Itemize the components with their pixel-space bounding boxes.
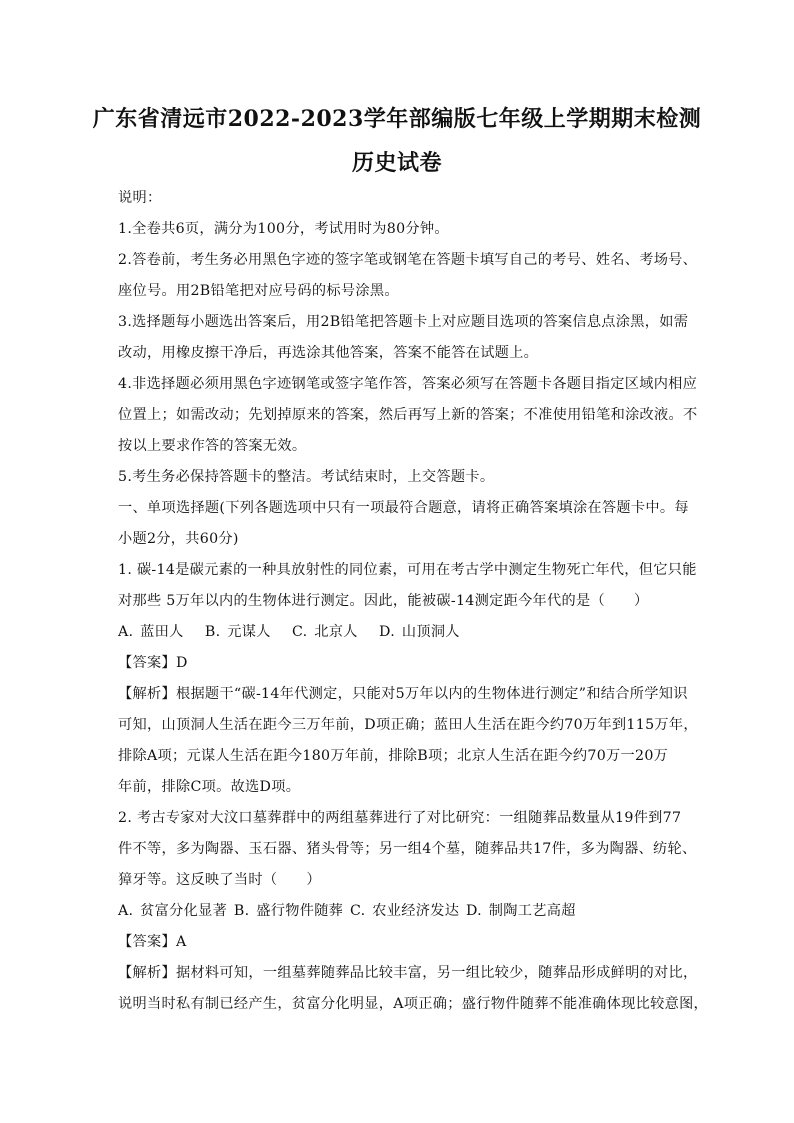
question-1-analysis-line-2: 可知，山顶洞人生活在距今三万年前，D项正确；蓝田人生活在距今约70万年到115万年，: [118, 717, 698, 733]
question-1-stem-line-1: 1. 碳-14是碳元素的一种具放射性的同位素，可用在考古学中测定生物死亡年代，但它只能: [118, 562, 697, 578]
instructions-heading: 说明：: [118, 190, 162, 206]
exam-subtitle: 历史试卷: [351, 150, 442, 176]
question-2-stem-line-3: 獐牙等。这反映了当时（ ）: [118, 872, 321, 888]
question-2-stem-line-2: 件不等，多为陶器、玉石器、猪头骨等；另一组4个墓，随葬品共17件，多为陶器、纺轮、: [118, 841, 697, 857]
question-1-analysis-line-1: 【解析】根据题干“碳-14年代测定，只能对5万年以内的生物体进行测定”和结合所学知识: [118, 686, 688, 702]
exam-title: 广东省清远市2022-2023学年部编版七年级上学期期末检测: [92, 106, 702, 132]
instruction-1: 1.全卷共6页，满分为100分，考试用时为80分钟。: [118, 221, 449, 237]
question-1-options: A. 蓝田人 B. 元谋人 C. 北京人 D. 山顶洞人: [118, 624, 460, 640]
instruction-5: 5.考生务必保持答题卡的整洁。考试结束时，上交答题卡。: [118, 469, 495, 485]
instruction-2-line-1: 2.答卷前，考生务必用黑色字迹的签字笔或钢笔在答题卡填写自己的考号、姓名、考场号、: [118, 252, 698, 268]
question-2-analysis-line-1: 【解析】据材料可知，一组墓葬随葬品比较丰富，另一组比较少，随葬品形成鲜明的对比，: [118, 965, 698, 981]
question-2-answer: 【答案】A: [118, 934, 187, 950]
section-heading-line-2: 小题2分，共60分): [118, 531, 239, 547]
question-2-analysis-line-2: 说明当时私有制已经产生，贫富分化明显，A项正确；盛行物件随葬不能准确体现比较意图，: [118, 996, 709, 1012]
instruction-4-line-3: 按以上要求作答的答案无效。: [118, 438, 307, 454]
question-1-analysis-line-3: 排除A项；元谋人生活在距今180万年前，排除B项；北京人生活在距今约70万一20万: [118, 748, 669, 764]
question-1-analysis-line-4: 年前，排除C项。故选D项。: [118, 779, 301, 795]
instruction-3-line-2: 改动，用橡皮擦干净后，再选涂其他答案，答案不能答在试题上。: [118, 345, 539, 361]
question-2-stem-line-1: 2. 考古专家对大汶口墓葬群中的两组墓葬进行了对比研究：一组随葬品数量从19件到77: [118, 810, 682, 826]
question-2-options: A. 贫富分化显著 B. 盛行物件随葬 C. 农业经济发达 D. 制陶工艺高超: [118, 903, 576, 919]
instruction-2-line-2: 座位号。用2B铅笔把对应号码的标号涂黑。: [118, 283, 399, 299]
question-1-stem-line-2: 对那些 5万年以内的生物体进行测定。因此，能被碳-14测定距今年代的是（ ）: [118, 593, 649, 609]
instruction-4-line-2: 位置上；如需改动；先划掉原来的答案，然后再写上新的答案；不准使用铅笔和涂改液。不: [118, 407, 698, 423]
instruction-4-line-1: 4.非选择题必须用黑色字迹钢笔或签字笔作答，答案必须写在答题卡各题目指定区域内相应: [118, 376, 698, 392]
section-heading-line-1: 一、单项选择题(下列各题选项中只有一项最符合题意，请将正确答案填涂在答题卡中。每: [118, 500, 689, 516]
instruction-3-line-1: 3.选择题每小题选出答案后，用2B铅笔把答题卡上对应题目选项的答案信息点涂黑，如需: [118, 314, 689, 330]
question-1-answer: 【答案】D: [118, 655, 188, 671]
